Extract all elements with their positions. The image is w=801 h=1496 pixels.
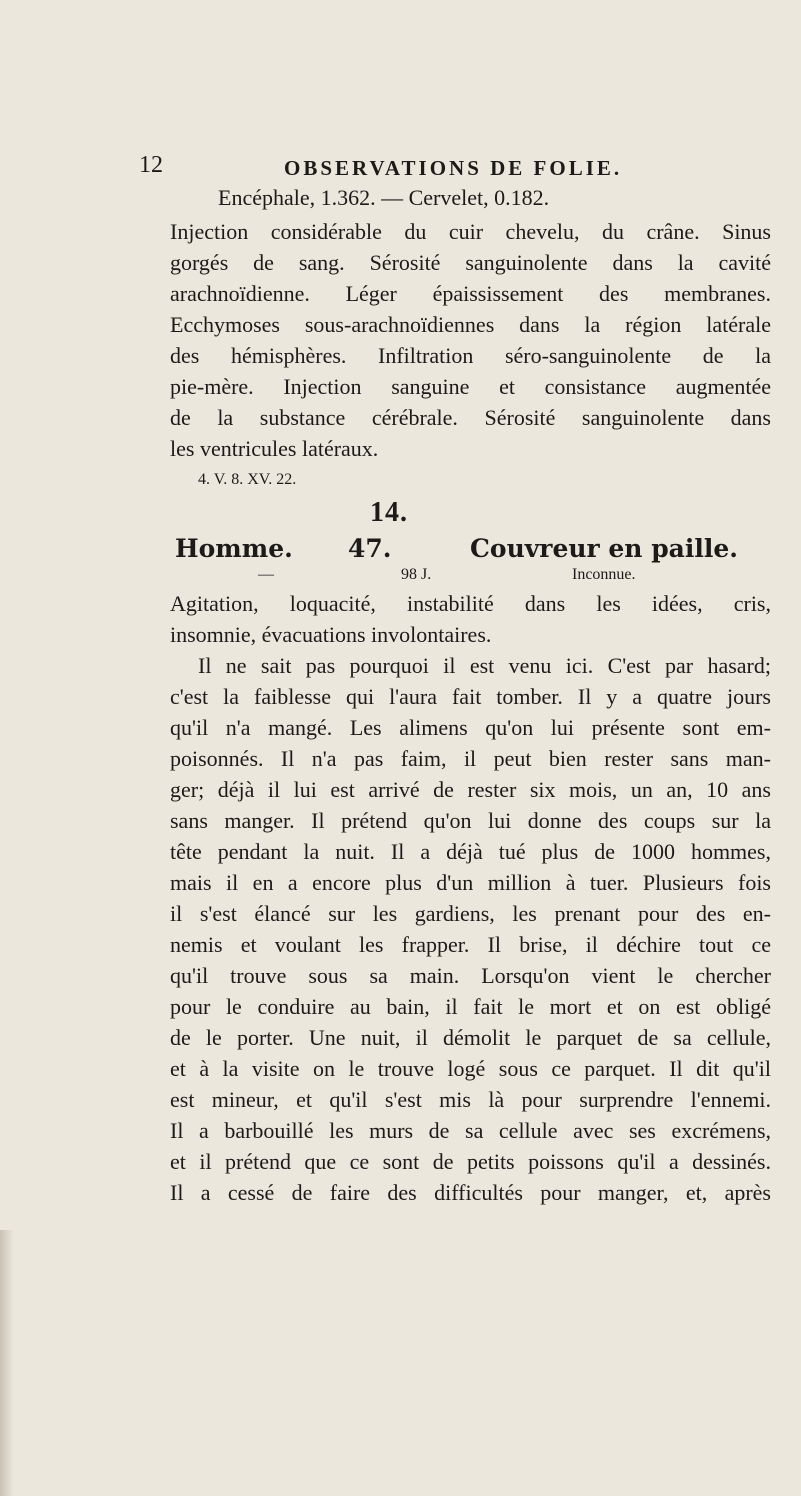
case-cause: Inconnue. bbox=[572, 566, 636, 583]
case-duration: 98 J. bbox=[401, 566, 432, 583]
text-line: de la substance cérébrale. Sérosité sanguinolente dans bbox=[170, 405, 771, 430]
case-number: 14. bbox=[370, 497, 408, 528]
text-line: Il a cessé de faire des difficultés pour manger, et, après bbox=[170, 1180, 771, 1205]
text-line: ger; déjà il lui est arrivé de rester six mois, un an, 10 ans bbox=[170, 777, 771, 802]
running-title: OBSERVATIONS DE FOLIE. bbox=[284, 156, 623, 180]
text-line: Injection considérable du cuir chevelu, du crâne. Sinus bbox=[170, 219, 771, 244]
text-line: des hémisphères. Infiltration séro-sanguinolente de la bbox=[170, 343, 771, 368]
text-line: nemis et voulant les frapper. Il brise, il déchire tout ce bbox=[170, 932, 771, 957]
case-age: 47. bbox=[348, 534, 392, 563]
case-sex: Homme. bbox=[175, 534, 293, 563]
text-line: qu'il n'a mangé. Les alimens qu'on lui présente sont em- bbox=[170, 715, 771, 740]
text-line: et à la visite on le trouve logé sous ce parquet. Il dit qu'il bbox=[170, 1056, 771, 1081]
text-line: c'est la faiblesse qui l'aura fait tomber. Il y a quatre jours bbox=[170, 684, 771, 709]
text-line: et il prétend que ce sont de petits poissons qu'il a dessinés. bbox=[170, 1149, 771, 1174]
text-line: est mineur, et qu'il s'est mis là pour surprendre l'ennemi. bbox=[170, 1087, 771, 1112]
text-line: pie-mère. Injection sanguine et consistance augmentée bbox=[170, 374, 771, 399]
text-line: Encéphale, 1.362. — Cervelet, 0.182. bbox=[218, 185, 550, 210]
text-line: les ventricules latéraux. bbox=[170, 436, 379, 461]
case-date-code: 4. V. 8. XV. 22. bbox=[198, 471, 297, 488]
text-line: tête pendant la nuit. Il a déjà tué plus de 1000 hommes, bbox=[170, 839, 771, 864]
case-profession: Couvreur en paille. bbox=[470, 534, 738, 563]
text-line: Il a barbouillé les murs de sa cellule avec ses excrémens, bbox=[170, 1118, 771, 1143]
text-line: mais il en a encore plus d'un million à tuer. Plusieurs fois bbox=[170, 870, 771, 895]
text-line: gorgés de sang. Sérosité sanguinolente dans la cavité bbox=[170, 250, 771, 275]
text-line: de le porter. Une nuit, il démolit le parquet de sa cellule, bbox=[170, 1025, 771, 1050]
text-line: Il ne sait pas pourquoi il est venu ici. C'est par hasard; bbox=[198, 653, 771, 678]
case-dash: — bbox=[258, 566, 274, 583]
text-line: Agitation, loquacité, instabilité dans les idées, cris, bbox=[170, 591, 771, 616]
text-line: Ecchymoses sous-arachnoïdiennes dans la région latérale bbox=[170, 312, 771, 337]
text-line: insomnie, évacuations involontaires. bbox=[170, 622, 492, 647]
text-line: sans manger. Il prétend qu'on lui donne des coups sur la bbox=[170, 808, 771, 833]
text-line: qu'il trouve sous sa main. Lorsqu'on vient le chercher bbox=[170, 963, 771, 988]
page-number: 12 bbox=[139, 152, 163, 178]
text-line: arachnoïdienne. Léger épaississement des membranes. bbox=[170, 281, 771, 306]
page-edge-shadow bbox=[0, 1230, 14, 1496]
text-line: poisonnés. Il n'a pas faim, il peut bien rester sans man- bbox=[170, 746, 771, 771]
text-line: pour le conduire au bain, il fait le mort et on est obligé bbox=[170, 994, 771, 1019]
text-line: il s'est élancé sur les gardiens, les prenant pour des en- bbox=[170, 901, 771, 926]
